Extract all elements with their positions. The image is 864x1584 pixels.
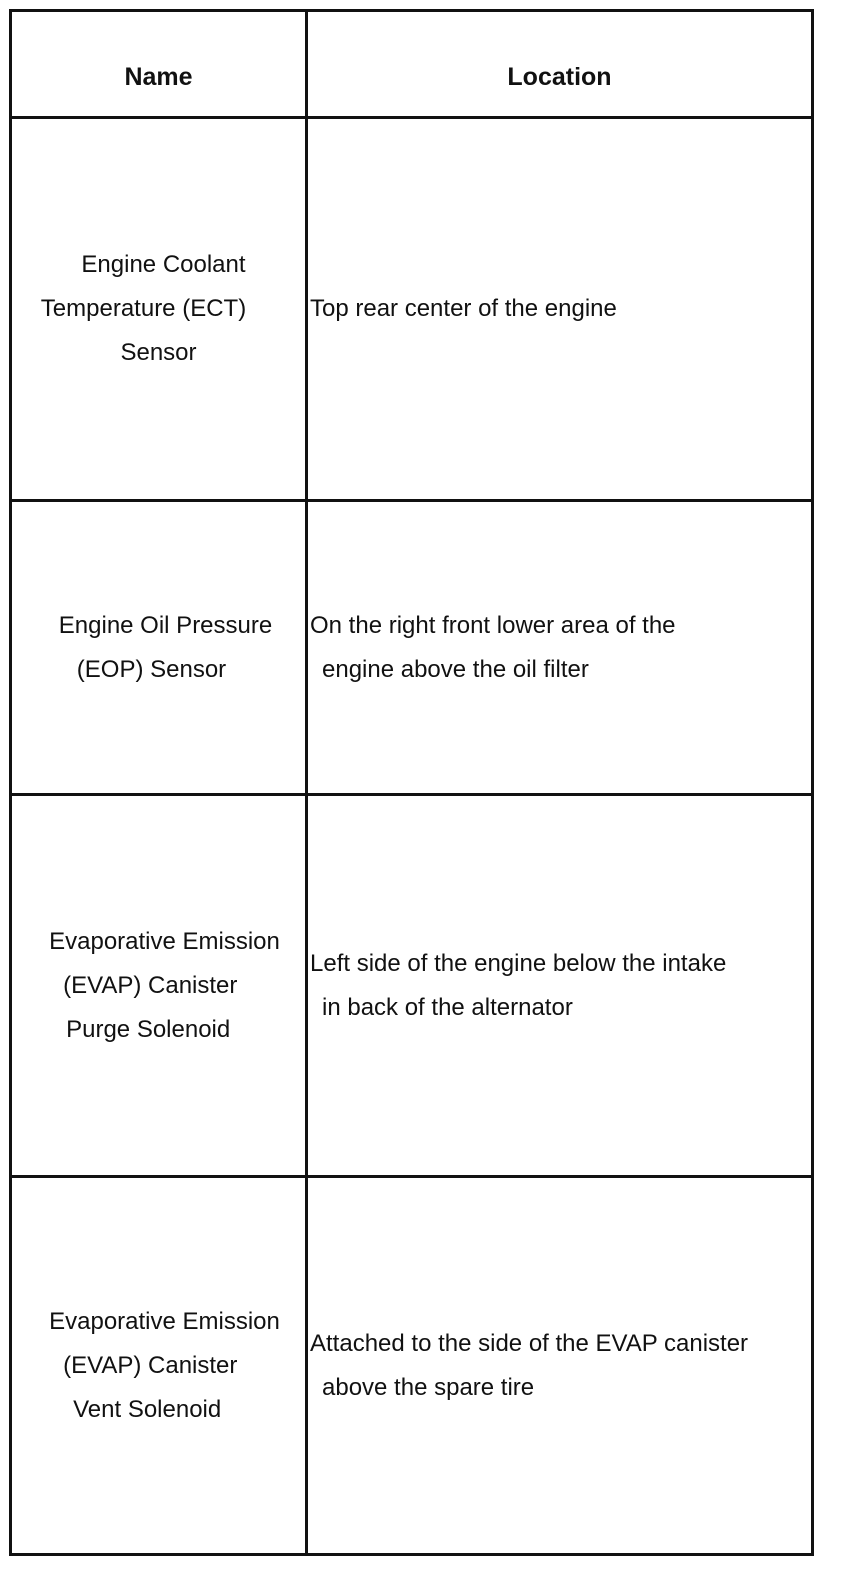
row-4-name-line-1: Evaporative Emission — [49, 1307, 280, 1335]
row-2-location-cell — [308, 502, 811, 793]
row-1-name-cell — [12, 119, 305, 499]
row-4-location — [310, 1322, 748, 1410]
header-location: Location — [507, 62, 612, 91]
row-1-location-line-1: Top rear center of the engine — [310, 295, 617, 322]
header-name: Name — [124, 62, 193, 91]
row-3-name-line-3: Purge Solenoid — [66, 1015, 231, 1043]
row-2-name-cell — [12, 502, 305, 793]
row-3-location — [310, 942, 726, 1030]
row-3-location-line-2: in back of the alternator — [322, 993, 573, 1021]
row-2-name — [45, 604, 272, 692]
row-2-name-line-2: (EOP) Sensor — [76, 655, 227, 683]
table-row — [12, 1178, 811, 1553]
row-3-location-cell — [308, 796, 811, 1175]
row-4-name — [37, 1300, 280, 1432]
row-2-location-line-2: engine above the oil filter — [322, 655, 589, 683]
row-1-location — [310, 287, 617, 331]
header-cell-location — [308, 12, 811, 116]
row-3-name — [37, 920, 280, 1052]
table-row — [12, 502, 811, 796]
row-3-location-line-1: Left side of the engine below the intake — [310, 949, 727, 977]
row-3-name-line-1: Evaporative Emission — [49, 927, 280, 955]
table-row — [12, 796, 811, 1178]
row-4-name-cell — [12, 1178, 305, 1553]
row-1-name-line-2: Temperature (ECT) — [40, 295, 247, 322]
row-4-name-line-2: (EVAP) Canister — [63, 1351, 238, 1379]
row-1-name — [41, 243, 276, 375]
row-1-name-line-3: Sensor — [120, 339, 197, 366]
row-2-location-line-1: On the right front lower area of the — [310, 611, 676, 639]
row-2-location — [310, 604, 676, 692]
row-4-name-line-3: Vent Solenoid — [73, 1395, 222, 1423]
row-4-location-cell — [308, 1178, 811, 1553]
row-3-name-cell — [12, 796, 305, 1175]
row-4-location-line-2: above the spare tire — [322, 1373, 535, 1401]
row-1-location-cell — [308, 119, 811, 499]
table-header-row — [12, 12, 811, 119]
row-1-name-line-1: Engine Coolant — [81, 251, 246, 278]
table-row — [12, 119, 811, 502]
row-2-name-line-1: Engine Oil Pressure — [58, 611, 273, 639]
component-location-table — [9, 9, 814, 1556]
header-cell-name — [12, 12, 305, 116]
row-3-name-line-2: (EVAP) Canister — [63, 971, 238, 999]
row-4-location-line-1: Attached to the side of the EVAP canister — [310, 1329, 749, 1357]
